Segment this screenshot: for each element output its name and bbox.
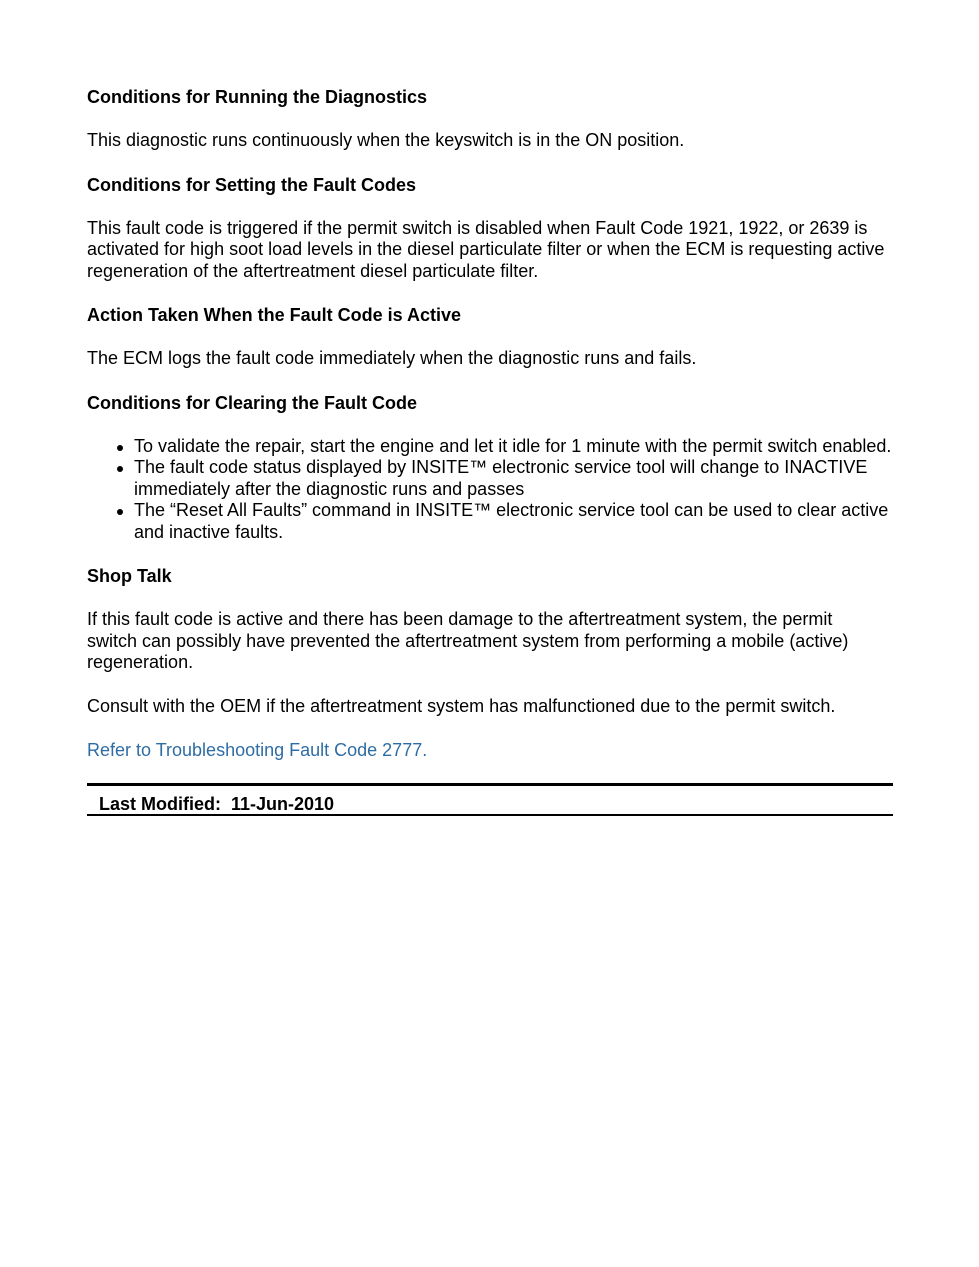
list-item: [87, 500, 894, 543]
last-modified-bar: [87, 783, 893, 816]
bullet-dot-icon: [117, 466, 123, 472]
paragraph: The ECM logs the fault code immediately when the diagnostic runs and fails.: [87, 348, 697, 368]
last-modified-text: Last Modified: 11-Jun-2010: [99, 794, 335, 814]
section-heading: Conditions for Clearing the Fault Code: [87, 392, 417, 413]
bullet-dot-icon: [117, 509, 123, 515]
list-item: [87, 457, 894, 500]
section-heading: Action Taken When the Fault Code is Active: [87, 305, 462, 325]
paragraph: This diagnostic runs continuously when the keyswitch is in the ON position.: [87, 130, 685, 150]
section-running-diagnostics: [87, 86, 893, 152]
section-shop-talk: [87, 565, 893, 717]
paragraph: If this fault code is active and there has been damage to the aftertreatment system, the permit switch can possibly have prevented the aftertreatment system from performing a mobile (active) regeneration.: [87, 609, 849, 672]
troubleshooting-link[interactable]: Refer to Troubleshooting Fault Code 2777.: [87, 740, 428, 760]
document-page: [87, 86, 893, 816]
section-action-taken: [87, 304, 893, 370]
section-setting-fault-codes: [87, 174, 893, 283]
bullet-dot-icon: [117, 445, 123, 451]
paragraph: This fault code is triggered if the permit switch is disabled when Fault Code 1921, 1922, or 2639 is activated for high soot load levels in the diesel particulate filter or when the ECM is requesting active regeneration of the aftertreatment diesel particulate filter.: [87, 217, 885, 281]
section-clearing-fault-code: [87, 392, 893, 544]
list-item: [87, 436, 894, 458]
bullet-list: [87, 436, 893, 544]
list-item-text: The “Reset All Faults” command in INSITE™ electronic service tool can be used to clear active and inactive faults.: [134, 500, 889, 542]
list-item-text: The fault code status displayed by INSITE™ electronic service tool will change to INACTIVE immediately after the diagnostic runs and passes: [134, 457, 868, 499]
paragraph: Consult with the OEM if the aftertreatment system has malfunctioned due to the permit switch.: [87, 695, 836, 716]
section-heading: Conditions for Running the Diagnostics: [87, 87, 427, 107]
section-heading: Conditions for Setting the Fault Codes: [87, 174, 416, 195]
section-heading: Shop Talk: [87, 566, 172, 586]
list-item-text: To validate the repair, start the engine and let it idle for 1 minute with the permit switch enabled.: [134, 435, 892, 456]
